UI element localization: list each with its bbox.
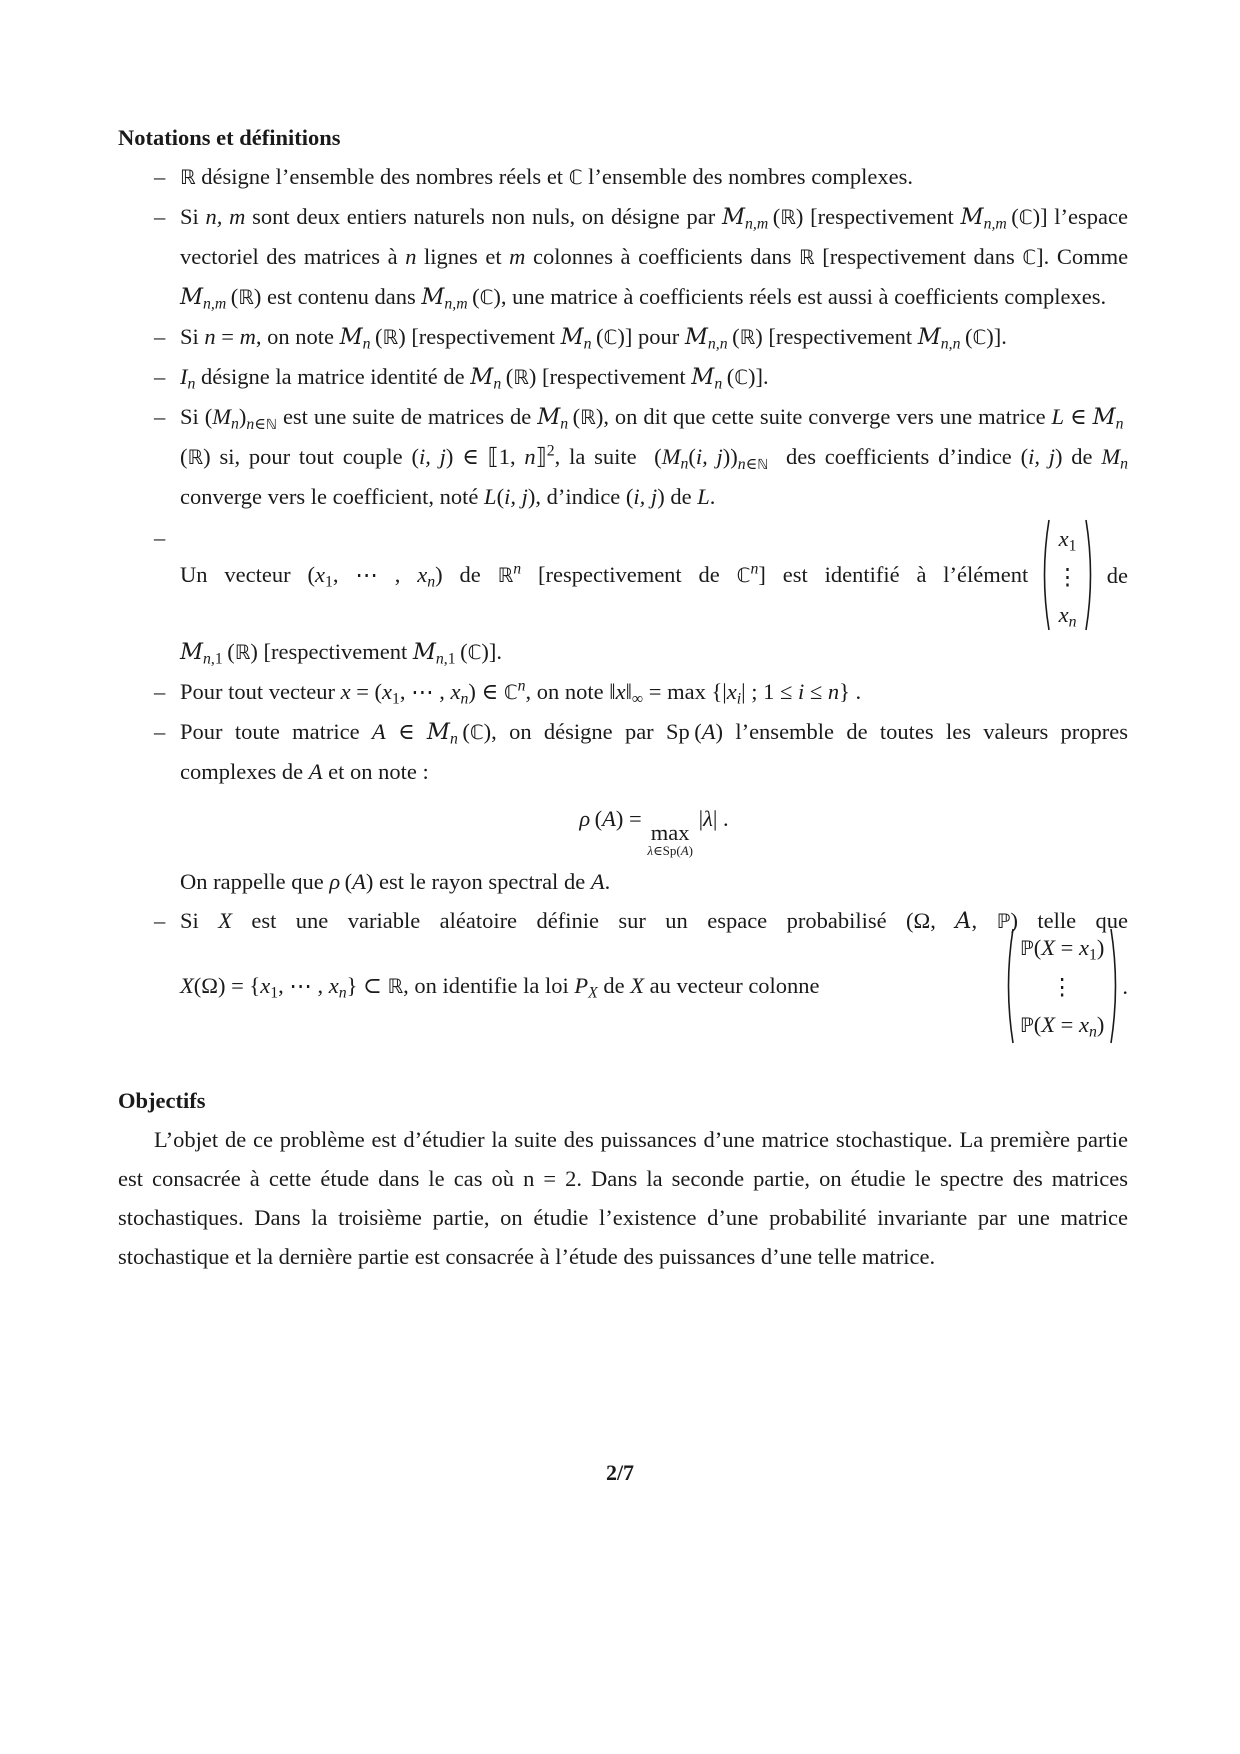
spectral-radius-formula: ρ (A) = max λ∈Sp(A) |λ| .: [579, 806, 729, 858]
item-text: ] pour: [624, 324, 680, 349]
law-identification-row: $X(\Omega) = \{x_1$, ⋯ , $x_n$} ⊂ ℝ, on identifie la loi $P_X$ de X au vecteur colonne ℙ(X = $x_1$) ⋮ ℙ(X = $x_n$) .: [118, 927, 1128, 1045]
item-text: l’ensemble de toutes les valeurs propres complexes de: [180, 719, 1129, 784]
item-text: Si: [180, 324, 199, 349]
list-item: – Un vecteur ($x_1$, ⋯ , $x_n$) de ℝ$^n$ [respectivement de ℂ$^n$] est identifié à l’élément $x_1$ ⋮ $x_n$ de $M_{n,1}$ (ℝ) [respectivement $M_{n,1}$ (ℂ)].: [118, 518, 1128, 672]
right-paren: [1085, 518, 1097, 632]
item-text: de: [1071, 444, 1093, 469]
list-item: – $I_n$ désigne la matrice identité de $M_n$ (ℝ) [respectivement $M_n$ (ℂ)].: [118, 357, 1128, 397]
definitions-list: [118, 157, 1128, 941]
item-text: de: [459, 562, 481, 587]
item-text: au vecteur colonne: [649, 973, 820, 998]
item-text: l’espace vectoriel des matrices à: [180, 204, 1128, 269]
section-heading-objectifs: Objectifs: [118, 1088, 206, 1113]
item-text: Un vecteur: [180, 562, 291, 587]
list-item: – Si X est une variable aléatoire définie sur un espace probabilisé (Ω, A, ℙ) telle que: [118, 901, 1128, 941]
item-text: de: [1106, 562, 1128, 588]
item-text: si, pour tout couple: [219, 444, 403, 469]
item-text: [respectivement: [263, 639, 408, 664]
item-text: l’ensemble des nombres complexes.: [588, 164, 914, 189]
column-vector-law: ℙ(X = $x_1$) ⋮ ℙ(X = $x_n$): [1002, 927, 1122, 1045]
item-text: , on note: [255, 324, 334, 349]
item-text: , on désigne par: [491, 719, 654, 744]
item-text: colonnes à coefficients dans: [532, 244, 792, 269]
item-text: de: [603, 973, 625, 998]
page-number: 2/7: [605, 1460, 635, 1485]
item-text: ] est identifié à l’élément: [758, 562, 1029, 587]
item-text: [respectivement: [810, 204, 954, 229]
left-paren: [1002, 927, 1014, 1045]
item-text: des coefficients d’indice: [785, 444, 1012, 469]
item-text: , une matrice à coefficients réels est aussi à coefficients complexes.: [500, 284, 1107, 309]
right-paren: [1110, 927, 1122, 1045]
item-text: On rappelle que: [180, 869, 324, 894]
list-item: – Si n = m, on note $M_n$ (ℝ) [respectivement $M_n$ (ℂ)] pour $M_{n,n}$ (ℝ) [respectivement $M_{n,n}$ (ℂ)].: [118, 317, 1128, 357]
item-text: [respectivement dans: [822, 244, 1015, 269]
item-text: est contenu dans: [267, 284, 416, 309]
item-text: , on dit que cette suite converge vers une matrice: [603, 404, 1046, 429]
item-text: Pour tout vecteur: [180, 679, 335, 704]
vector-identification-row: – Un vecteur ($x_1$, ⋯ , $x_n$) de ℝ$^n$ [respectivement de ℂ$^n$] est identifié à l’élément $x_1$ ⋮ $x_n$ de: [180, 518, 1128, 632]
item-text: Si: [180, 204, 199, 229]
item-text: Si: [180, 404, 199, 429]
item-text: lignes et: [424, 244, 502, 269]
column-vector-x: $x_1$ ⋮ $x_n$: [1038, 518, 1097, 632]
list-item: – Si n, m sont deux entiers naturels non nuls, on désigne par $M_{n,m}$ (ℝ) [respectivement $M_{n,m}$ (ℂ)] l’espace vectoriel des matrices à n lignes et m colonnes à coefficients dans ℝ [respectivement dans ℂ]. Comme $M_{n,m}$ (ℝ) est contenu dans $M_{n,m}$ (ℂ), une matrice à coefficients réels est aussi à coefficients complexes.: [118, 197, 1128, 317]
item-text: , on identifie la loi: [403, 973, 569, 998]
item-text: , on note: [525, 679, 604, 704]
item-text: [respectivement: [411, 324, 555, 349]
item-text: Pour toute matrice: [180, 719, 360, 744]
list-item: – ℝ désigne l’ensemble des nombres réels et ℂ l’ensemble des nombres complexes.: [118, 157, 1128, 197]
page-content: [118, 118, 1128, 1276]
item-text: de: [670, 484, 692, 509]
section-heading-notations: Notations et définitions: [118, 125, 341, 150]
list-item: – Si $(M_n)_{n\in ℕ}$ est une suite de matrices de $M_n$ (ℝ), on dit que cette suite converge vers une matrice L ∈ $M_n$ (ℝ) si, pour tout couple (i, j) ∈ ⟦1, n⟧$^2$, la suite ($M_n(i$, $j))_{n\in ℕ}$ des coefficients d’indice (i, j) de $M_n$ converge vers le coefficient, noté L(i, j), d’indice (i, j) de L.: [118, 397, 1128, 516]
item-text: , d’indice: [535, 484, 621, 509]
item-text: [respectivement de: [538, 562, 720, 587]
item-text: [respectivement: [768, 324, 913, 349]
item-text: Si: [180, 908, 199, 933]
item-text: converge vers le coefficient, noté: [180, 484, 479, 509]
item-text: [respectivement: [541, 364, 686, 389]
item-text: désigne l’ensemble des nombres réels et: [201, 164, 564, 189]
item-text: est une suite de matrices de: [282, 404, 532, 429]
item-text: est le rayon spectral de: [379, 869, 586, 894]
list-item: – Pour toute matrice A ∈ $M_n$ (ℂ), on désigne par Sp (A) l’ensemble de toutes les valeurs propres complexes de A et on note : ρ (A) = max λ∈Sp(A) |λ| . On rappelle que ρ (A) est le rayon spectral de A.: [118, 712, 1128, 901]
item-text: , la suite: [554, 444, 637, 469]
item-text: telle que: [1037, 908, 1129, 933]
list-item: – Pour tout vecteur $x = (x_1$, ⋯ , $x_n$) ∈ ℂ$^n$, on note $‖x‖_\infty = \max \{|x_i|$ ; 1 ≤ i ≤ n} .: [118, 672, 1128, 712]
item-text: ]. Comme: [1036, 244, 1129, 269]
item-text: et on note :: [328, 759, 429, 784]
item-text: est une variable aléatoire définie sur un espace probabilisé: [251, 908, 887, 933]
item-text: sont deux entiers naturels non nuls, on désigne par: [252, 204, 716, 229]
objectifs-paragraph: L’objet de ce problème est d’étudier la suite des puissances d’une matrice stochastique. La première partie est consacrée à cette étude dans le cas où n = 2. Dans la seconde partie, on étudie le spectre des matrices stochastiques. Dans la troisième partie, on étudie l’existence d’une probabilité invariante par une matrice stochastique et la dernière partie est consacrée à l’étude des puissances d’une telle matrice.: [118, 1127, 1128, 1269]
left-paren: [1038, 518, 1050, 632]
item-text: désigne la matrice identité de: [201, 364, 465, 389]
